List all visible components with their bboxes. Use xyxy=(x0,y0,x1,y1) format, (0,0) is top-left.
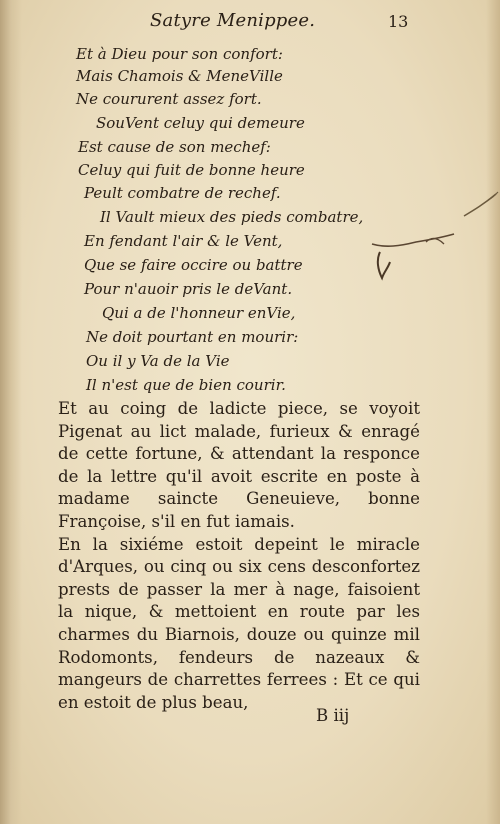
verse-line: Est cause de son mechef: xyxy=(78,138,271,156)
page-left-edge-shadow xyxy=(0,0,22,824)
page-right-edge-shadow xyxy=(486,0,500,824)
verse-line: Ou il y Va de la Vie xyxy=(86,352,230,370)
running-title: Satyre Menippee. xyxy=(150,10,316,31)
verse-line: Pour n'auoir pris le deVant. xyxy=(84,280,293,298)
prose-block xyxy=(58,398,420,714)
marginal-ink-mark xyxy=(366,232,458,284)
marginal-ink-mark xyxy=(460,186,500,226)
verse-line: Ne coururent assez fort. xyxy=(76,90,262,108)
paragraph: Et au coing de ladicte piece, se voyoit Pigenat au lict malade, furieux & enragé de cette fortune, & attendant la responce de la lettre qu'il avoit escrite en poste à madame saincte Geneuieve, bonne Françoise, s'il en fut iamais. xyxy=(58,399,420,531)
paragraph: En la sixiéme estoit depeint le miracle d'Arques, ou cinq ou six cens desconfortez prests de passer la mer à nage, faisoient la nique, & mettoient en route par les charmes du Biarnois, douze ou quinze mil Rodomonts, fendeurs de nazeaux & mangeurs de charrettes ferrees : Et ce qui en estoit de plus beau, xyxy=(58,534,420,712)
verse-line: Mais Chamois & MeneVille xyxy=(76,67,283,85)
verse-line: Et à Dieu pour son confort: xyxy=(76,45,283,63)
verse-line: En fendant l'air & le Vent, xyxy=(84,232,283,250)
verse-line: Ne doit pourtant en mourir: xyxy=(86,328,299,346)
page-number: 13 xyxy=(388,12,409,31)
verse-line: SouVent celuy qui demeure xyxy=(96,114,305,132)
verse-line: Qui a de l'honneur enVie, xyxy=(102,304,296,322)
signature-mark: B iij xyxy=(316,706,350,725)
verse-line: Que se faire occire ou battre xyxy=(84,256,303,274)
verse-line: Peult combatre de rechef. xyxy=(84,184,281,202)
verse-line: Celuy qui fuit de bonne heure xyxy=(78,161,305,179)
verse-line: Il n'est que de bien courir. xyxy=(86,376,286,394)
verse-line: Il Vault mieux des pieds combatre, xyxy=(100,208,364,226)
